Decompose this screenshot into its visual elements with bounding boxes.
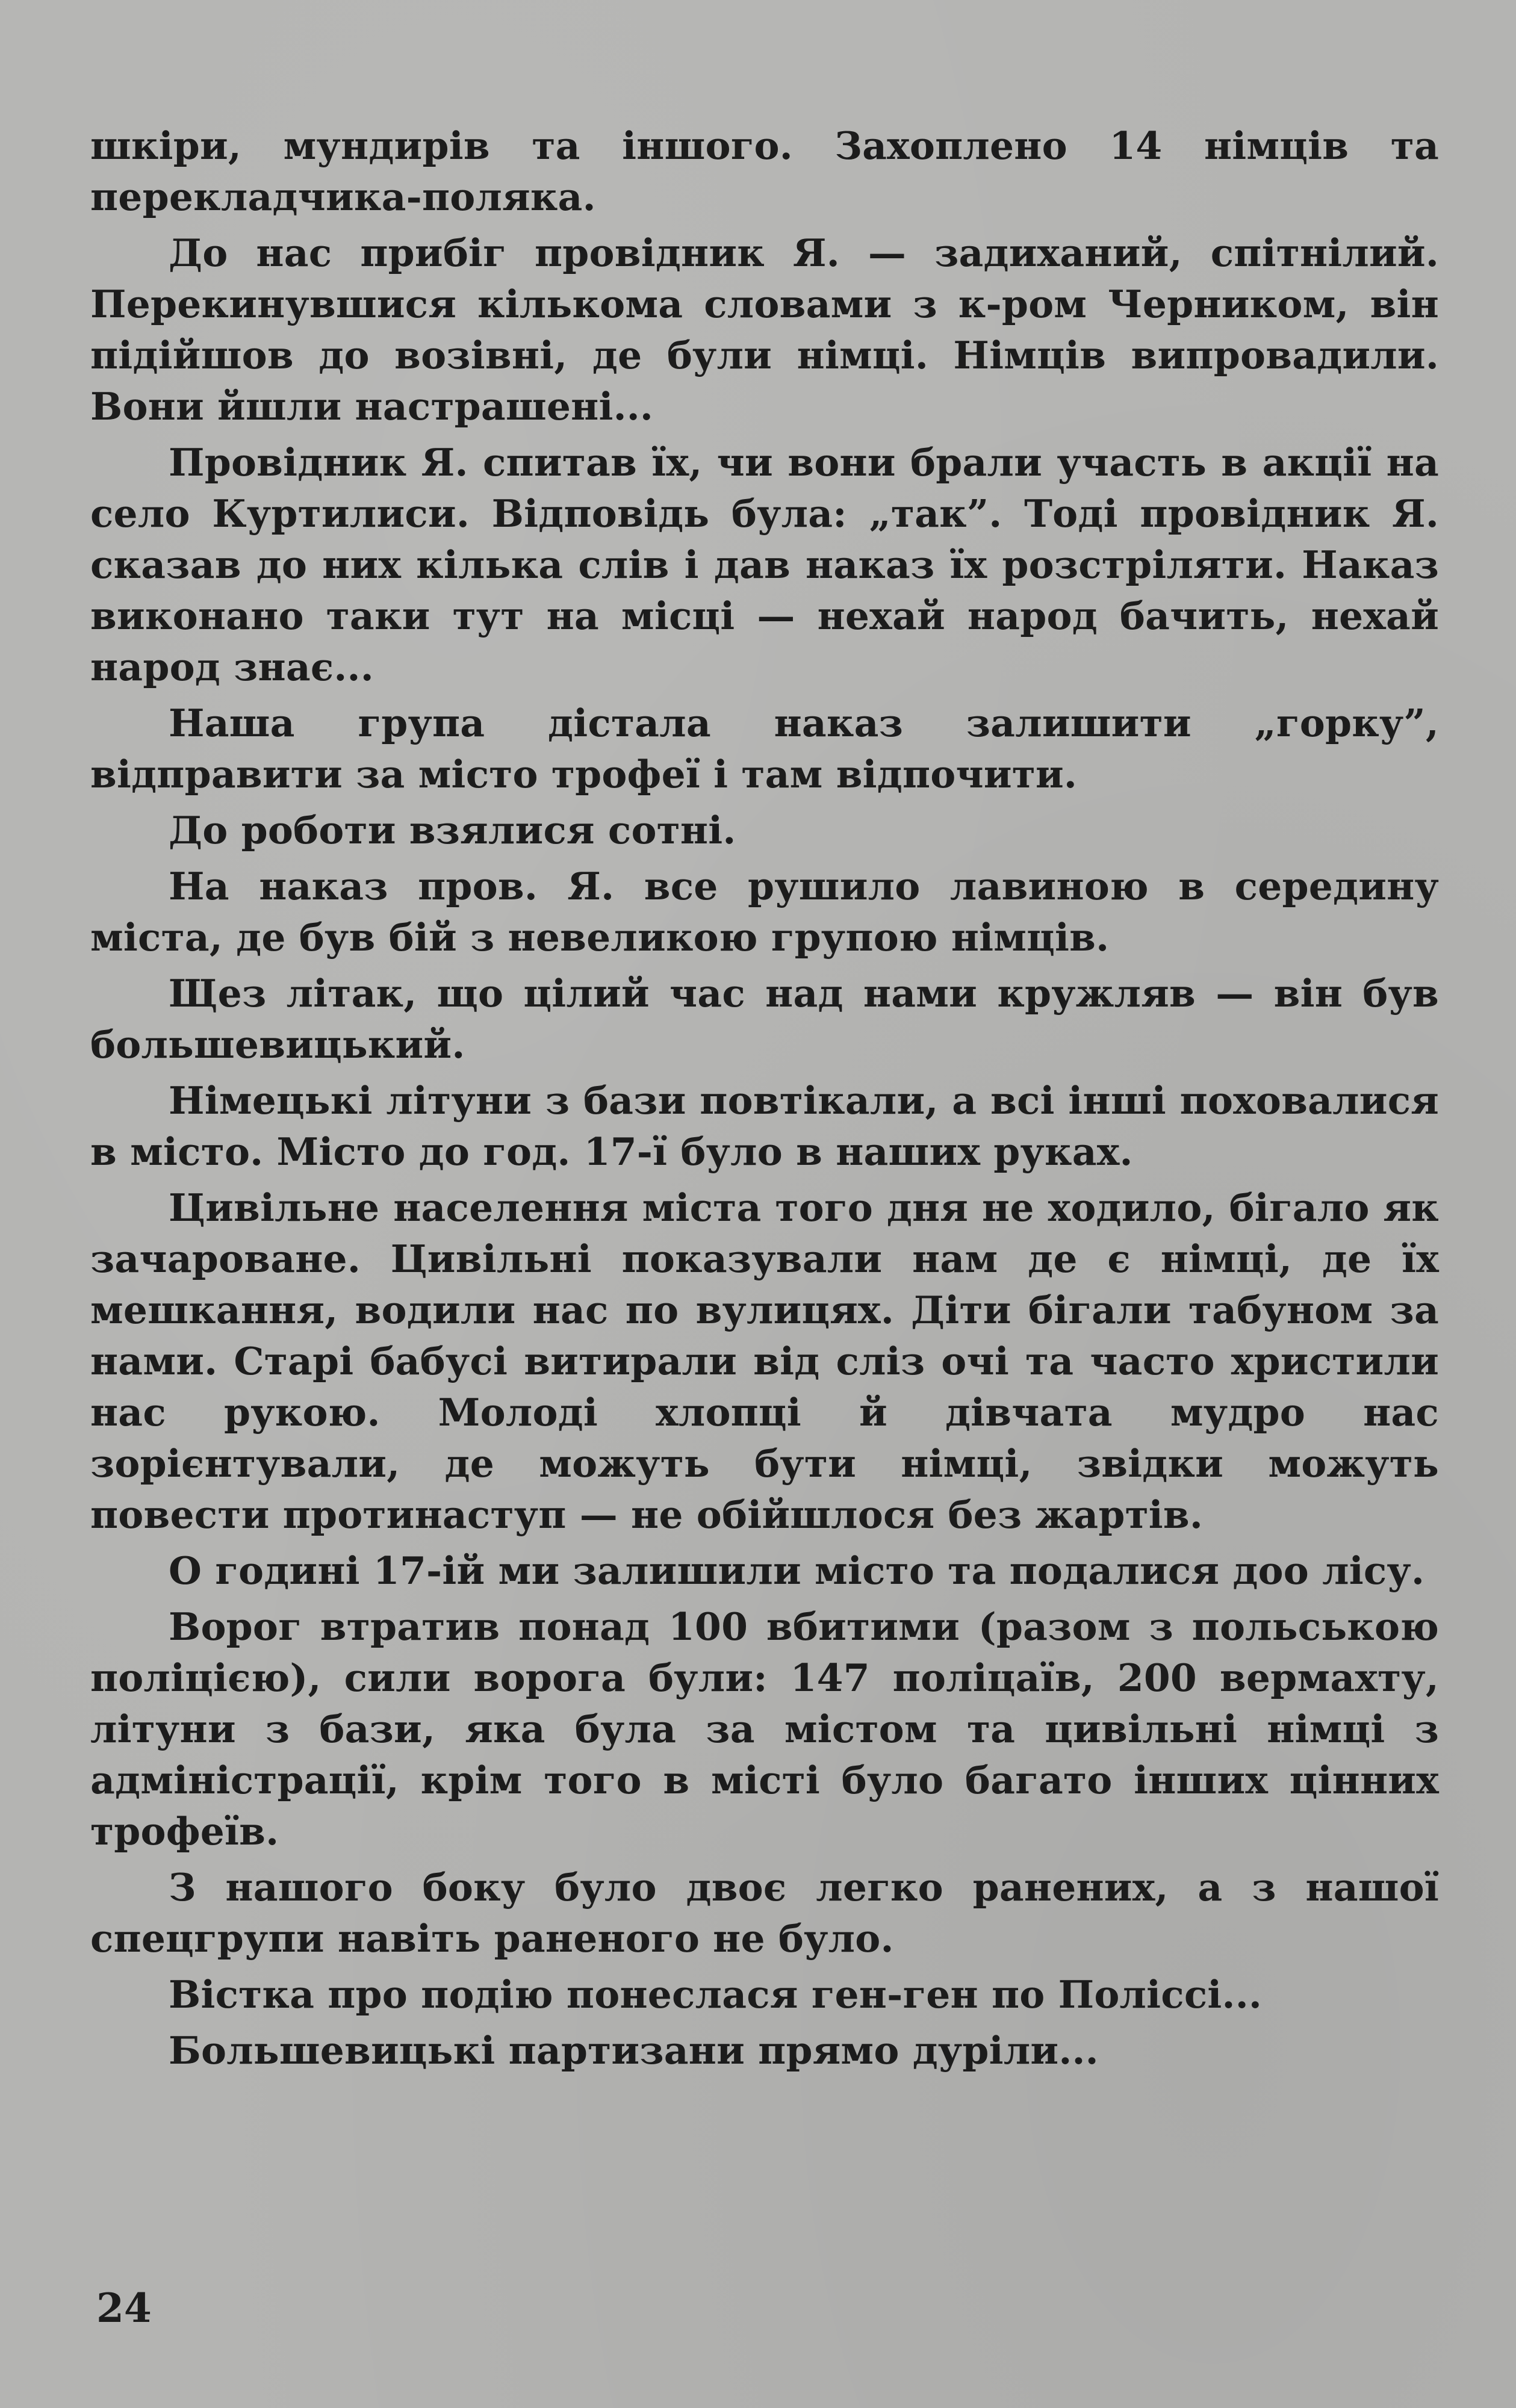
paragraph-1: шкіри, мундирів та іншого. Захоплено 14 німців та перекладчика-поляка. (90, 123, 1439, 219)
paragraph-12: З нашого боку було двоє легко ранених, а з нашої спецгрупи навіть раненого не було. (90, 1865, 1439, 1961)
paragraph-5: До роботи взялися сотні. (169, 808, 736, 852)
paragraph-3: Провідник Я. спитав їх, чи вони брали участь в акції на село Куртилиси. Відповідь була: „так”. Тоді провідник Я. сказав до них кілька слів і дав наказ їх розстріляти. Наказ виконано таки тут на місці — нехай народ бачить, нехай народ знає... (90, 440, 1439, 689)
body-text (90, 120, 1439, 2081)
page-number: 24 (96, 2285, 152, 2332)
paragraph-11: Ворог втратив понад 100 вбитими (разом з польською поліцією), сили ворога були: 147 поліцаїв, 200 вермахту, літуни з бази, яка була за містом та цивільні німці з адміністрації, крім того в місті було багато інших цінних трофеїв. (90, 1604, 1439, 1854)
paragraph-4: Наша група дістала наказ залишити „горку”, відправити за місто трофеї і там відпочити. (90, 701, 1439, 796)
paragraph-14: Большевицькі партизани прямо дуріли... (169, 2028, 1099, 2073)
paragraph-2: До нас прибіг провідник Я. — задиханий, спітнілий. Перекинувшися кількома словами з к-ром Черником, він підійшов до возівні, де були німці. Німців випровадили. Вони йшли настрашені... (90, 231, 1439, 429)
paragraph-10: О годині 17-ій ми залишили місто та подалися доо лісу. (169, 1548, 1425, 1593)
paragraph-6: На наказ пров. Я. все рушило лавиною в середину міста, де був бій з невеликою групою німців. (90, 864, 1439, 960)
paragraph-13: Вістка про подію понеслася ген-ген по Поліссі... (169, 1972, 1262, 2017)
paragraph-7: Щез літак, що цілий час над нами кружляв — він був большевицький. (90, 971, 1439, 1067)
paragraph-9: Цивільне населення міста того дня не ходило, бігало як зачароване. Цивільні показували нам де є німці, де їх мешкання, водили нас по вулицях. Діти бігали табуном за нами. Старі бабусі витирали від сліз очі та часто христили нас рукою. Молоді хлопці й дівчата мудро нас зорієнтували, де можуть бути німці, звідки можуть повести протинаступ — не обійшлося без жартів. (90, 1185, 1439, 1537)
paragraph-8: Німецькі літуни з бази повтікали, а всі інші поховалися в місто. Місто до год. 17-ї було в наших руках. (90, 1078, 1439, 1174)
